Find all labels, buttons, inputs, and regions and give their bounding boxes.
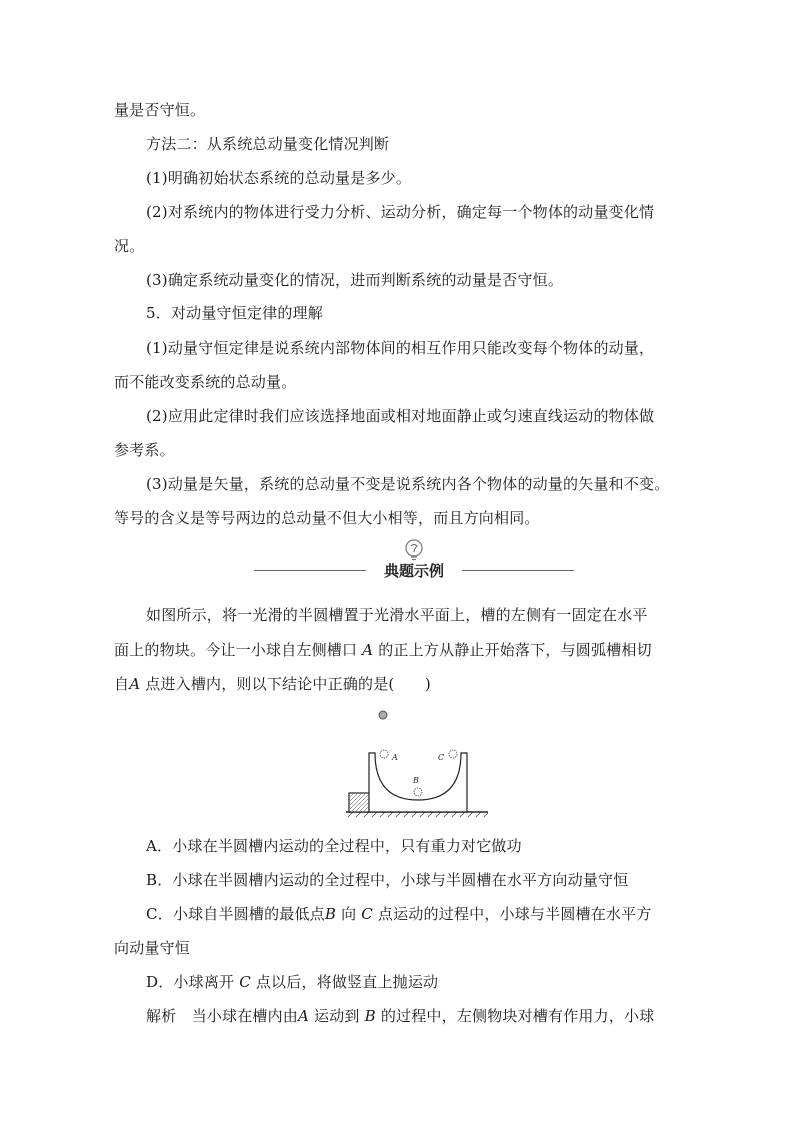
paragraph-line: (2)应用此定律时我们应该选择地面或相对地面静止或匀速直线运动的物体做 [146,407,655,425]
paragraph-line: 量是否守恒。 [114,101,206,119]
label-b: B [413,776,419,785]
option-c-continued: 向动量守恒 [114,939,191,957]
paragraph-line: (3)动量是矢量，系统的总动量不变是说系统内各个物体的动量的矢量和不变。 [146,475,670,493]
paragraph-line: 而不能改变系统的总动量。 [114,373,297,391]
option-b: B．小球在半圆槽内运动的全过程中，小球与半圆槽在水平方向动量守恒 [146,871,629,889]
question-line: 如图所示，将一光滑的半圆槽置于光滑水平面上，槽的左侧有一固定在水平 [146,606,648,624]
option-a: A．小球在半圆槽内运动的全过程中，只有重力对它做功 [146,837,522,855]
label-c: C [438,753,445,762]
divider-left [254,570,366,571]
falling-ball [379,711,387,719]
question-line: 面上的物块。今让一小球自左侧槽口 A 的正上方从静止开始落下，与圆弧槽相切 [114,641,652,659]
paragraph-line: 参考系。 [114,441,175,459]
option-d: D．小球离开 C 点以后，将做竖直上抛运动 [146,973,439,991]
question-line: 自A 点进入槽内，则以下结论中正确的是( ) [114,675,431,693]
example-title: 典题示例 [383,562,444,580]
ball-position-b [414,788,422,796]
half-pipe-figure [340,704,500,824]
section-heading: 5．对动量守恒定律的理解 [146,304,323,322]
paragraph-line: (2)对系统内的物体进行受力分析、运动分析，确定每一个物体的动量变化情 [146,203,655,221]
paragraph-line: (1)动量守恒定律是说系统内部物体间的相互作用只能改变每个物体的动量， [146,339,655,357]
label-a: A [392,753,398,762]
paragraph-line: (1)明确初始状态系统的总动量是多少。 [146,169,412,187]
divider-right [462,570,574,571]
ball-position-c [449,750,457,758]
ball-position-a [380,750,388,758]
lightbulb-icon [399,538,429,562]
paragraph-line: 等号的含义是等号两边的总动量不但大小相等，而且方向相同。 [114,509,540,527]
paragraph-line: 况。 [114,237,145,255]
analysis-line: 解析 当小球在槽内由A 运动到 B 的过程中，左侧物块对槽有作用力，小球 [146,1007,655,1025]
example-section-header [254,538,574,588]
option-c: C．小球自半圆槽的最低点B 向 C 点运动的过程中，小球与半圆槽在水平方 [146,905,652,923]
paragraph-line: (3)确定系统动量变化的情况，进而判断系统的动量是否守恒。 [146,271,564,289]
method-two-heading: 方法二：从系统总动量变化情况判断 [146,135,390,153]
